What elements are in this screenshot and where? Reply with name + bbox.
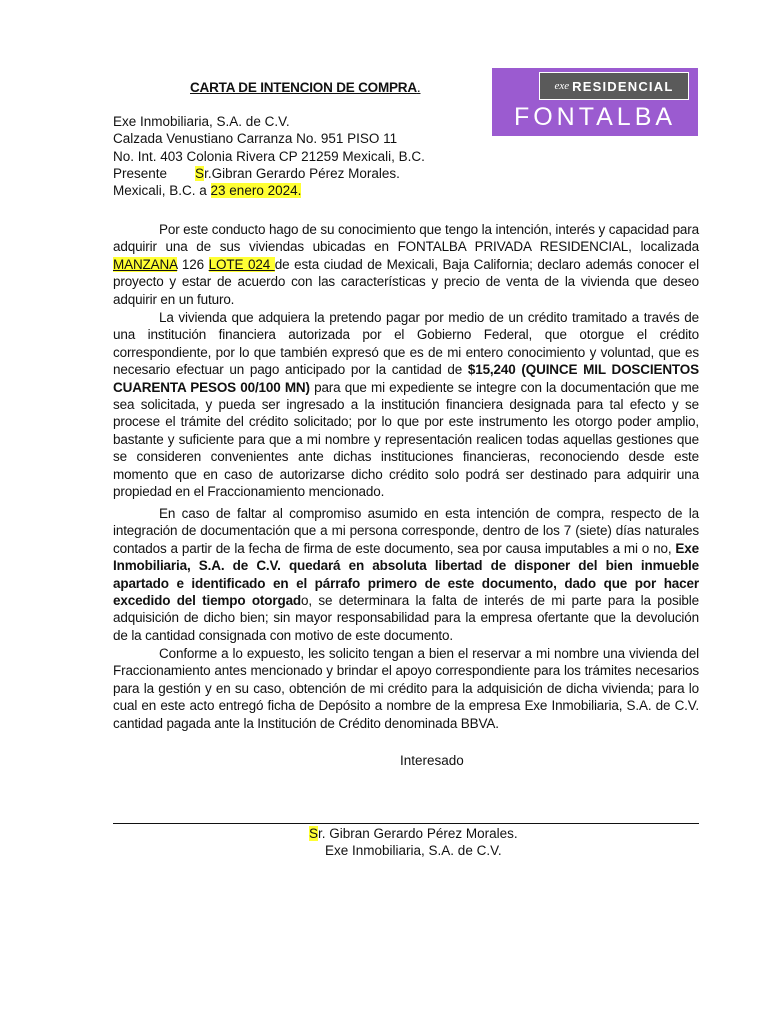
liberty-clause: Exe Inmobiliaria, S.A. de C.V. quedará en absoluta libertad de disponer del bien inmueble apartado e identificado en el párrafo primero de este documento, dado que por hacer excedido del tiempo otorgad bbox=[113, 540, 699, 609]
highlight-initial: S bbox=[195, 165, 205, 181]
paragraph-3: En caso de faltar al compromiso asumido en esta intención de compra, respecto de la integración de documentación que a mi persona corresponde, dentro de los 7 (siete) días naturales contados a partir de la fecha de firma de este documento, sea por causa imputables a mi o no, Exe Inmobiliaria, S.A. de C.V. quedará en absoluta libertad de disponer del bien inmueble apartado e identificado en el párrafo primero de este documento, dado que por hacer excedido del tiempo otorgado, se determinara la falta de interés de mi parte para la posible adquisición de dicho bien; sin mayor responsabilidad para la empresa ofertante que la devolución de la cantidad consignada con motivo de este documento. bbox=[113, 506, 699, 643]
address-company: Exe Inmobiliaria, S.A. de C.V. bbox=[113, 114, 290, 129]
highlight-initial-signature: S bbox=[309, 826, 319, 841]
address-street: Calzada Venustiano Carranza No. 951 PISO 11 bbox=[113, 131, 398, 147]
logo-residencial-badge bbox=[539, 72, 689, 100]
address-presente-line: Presente Sr.Gibran Gerardo Pérez Morales. bbox=[113, 165, 400, 181]
letter-title: CARTA DE INTENCION DE COMPRA. bbox=[190, 80, 421, 95]
address-colonia: No. Int. 403 Colonia Rivera CP 21259 Mexicali, B.C. bbox=[113, 148, 425, 164]
recipient-address bbox=[113, 113, 425, 199]
signature-line bbox=[113, 823, 699, 824]
lote-highlight: LOTE 024 bbox=[208, 256, 275, 272]
paragraph-4: Conforme a lo expuesto, les solicito tengan a bien el reservar a mi nombre una vivienda del Fraccionamiento antes mencionado y brindar el apoyo correspondiente para los trámites necesarios para la gestión y en su caso, obtención de mi crédito para la adquisición de dicha vivienda; para lo cual en este acto entregó ficha de Depósito a nombre de la empresa Exe Inmobiliaria, S.A. de C.V. cantidad pagada ante la Institución de Crédito denominada BBVA. bbox=[113, 646, 699, 731]
signature-company: Exe Inmobiliaria, S.A. de C.V. bbox=[325, 843, 502, 858]
interesado-label: Interesado bbox=[400, 753, 464, 768]
paragraph-2: La vivienda que adquiera la pretendo pagar por medio de un crédito tramitado a través de una institución financiera autorizada por el Gobierno Federal, que otorgue el crédito correspondiente, por lo que también expresó que es de mi entero conocimiento y voluntad, que es necesario efectuar un pago anticipado por la cantidad de $15,240 (QUINCE MIL DOSCIENTOS CUARENTA PESOS 00/100 MN) para que mi expediente se integre con la documentación que me sea solicitada, y pueda ser ingresado a la institución financiera designada para tal efecto y se procese el trámite del crédito solicitado; por lo que por este instrumento les otorgo poder amplio, bastante y suficiente para que a mi nombre y representación realicen todas aquellas gestiones que se consideren convenientes ante dichas instituciones financieras, reconociendo desde este momento que en caso de autorizarse dicho crédito solo podrá ser destinado para adquirir una propiedad en el Fraccionamiento mencionado. bbox=[113, 310, 700, 500]
logo-name: FONTALBA bbox=[513, 102, 677, 131]
letter-date: 23 enero 2024. bbox=[210, 183, 302, 199]
deposit-amount: $15,240 (QUINCE MIL DOSCIENTOS CUARENTA PESOS 00/100 MN) bbox=[113, 362, 699, 395]
address-city-date: Mexicali, B.C. a 23 enero 2024. bbox=[113, 183, 302, 199]
fontalba-logo bbox=[492, 68, 698, 136]
paragraph-1: Por este conducto hago de su conocimiento que tengo la intención, interés y capacidad para adquirir una de sus viviendas ubicadas en FONTALBA PRIVADA RESIDENCIAL, localizada MANZANA 126 LOTE 024 de esta ciudad de Mexicali, Baja California; declaro además conocer el proyecto y estar de acuerdo con las características y precio de venta de la vivienda que deseo adquirir en un futuro. bbox=[113, 222, 699, 307]
logo-exe: exe bbox=[554, 80, 570, 92]
signature-name: Sr. Gibran Gerardo Pérez Morales. bbox=[309, 826, 518, 841]
logo-residencial: RESIDENCIAL bbox=[572, 78, 674, 94]
manzana-highlight: MANZANA bbox=[113, 256, 178, 272]
